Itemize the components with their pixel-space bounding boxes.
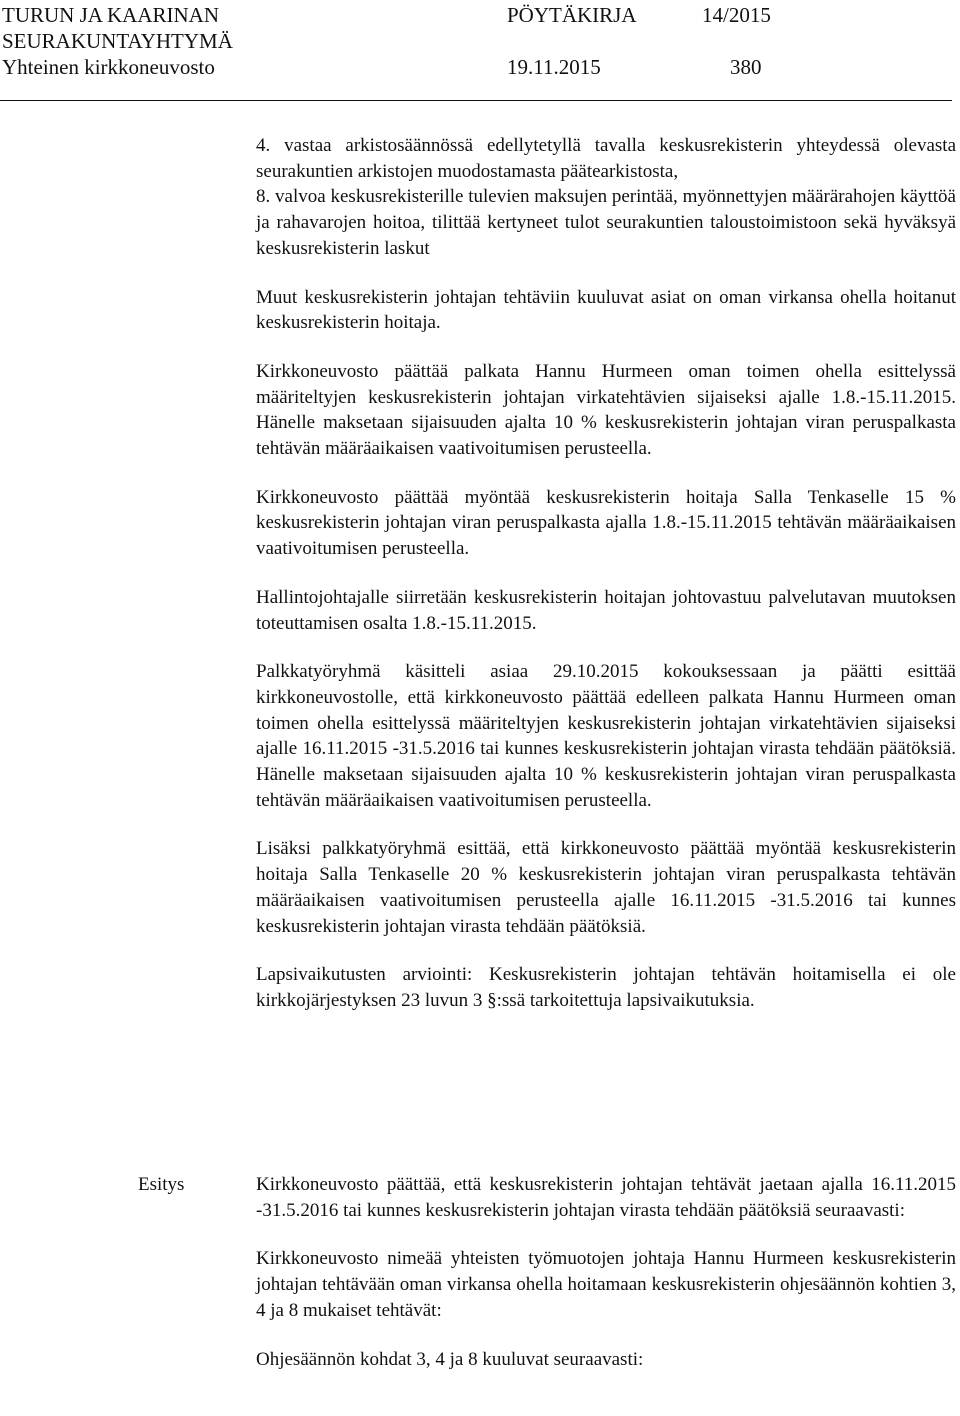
org-name-2: SEURAKUNTAYHTYMÄ	[2, 29, 233, 53]
paragraph: Kirkkoneuvosto päättää, että keskusrekisterin johtajan tehtävät jaetaan ajalla 16.11.2015 -31.5.2016 tai kunnes keskusrekisterin johtajan virasta tehdään päätöksiä seuraavasti:	[256, 1174, 956, 1221]
meeting-body: Yhteinen kirkkoneuvosto	[2, 55, 215, 79]
duty-list	[256, 133, 956, 262]
paragraph: Ohjesäännön kohdat 3, 4 ja 8 kuuluvat seuraavasti:	[256, 1348, 644, 1370]
paragraph: Hallintojohtajalle siirretään keskusrekisterin hoitajan johtovastuu palvelutavan muutoksen toteuttamisen osalta 1.8.-15.11.2015.	[256, 586, 956, 634]
paragraph: Kirkkoneuvosto nimeää yhteisten työmuotojen johtaja Hannu Hurmeen keskusrekisterin johtajan tehtävään oman virkansa ohella hoitamaan keskusrekisterin ohjesäännön kohtien 3, 4 ja 8 mukaiset tehtävät:	[256, 1248, 956, 1321]
section-label: Esitys	[138, 1174, 185, 1195]
meeting-date: 19.11.2015	[507, 55, 601, 79]
header-rule	[0, 100, 952, 101]
document-type: PÖYTÄKIRJA	[507, 3, 637, 27]
header-line-2	[0, 28, 900, 54]
esitys-body	[256, 1172, 956, 1395]
paragraph: Kirkkoneuvosto päättää myöntää keskusrekisterin hoitaja Salla Tenkaselle 15 % keskusrekisterin johtajan viran peruspalkasta ajalla 1.8.-15.11.2015 tehtävän määräaikaisen vaativoitumisen perusteella.	[256, 486, 956, 560]
page-header	[0, 2, 900, 80]
paragraph: Lapsivaikutusten arviointi: Keskusrekisterin johtajan tehtävän hoitamisella ei ole kirkkojärjestyksen 23 luvun 3 §:ssä tarkoitettuja lapsivaikutuksia.	[256, 964, 956, 1011]
org-name: TURUN JA KAARINAN	[2, 3, 220, 27]
list-item: 4. vastaa arkistosäännössä edellytetyllä tavalla keskusrekisterin yhteydessä olevasta seurakuntien arkistojen muodostamasta päätearkistosta,	[256, 135, 956, 182]
document-number: 14/2015	[702, 3, 771, 27]
header-line-3	[0, 54, 900, 80]
paragraph: Palkkatyöryhmä käsitteli asiaa 29.10.2015 kokouksessaan ja päätti esittää kirkkoneuvostolle, että kirkkoneuvosto päättää edelleen palkata Hannu Hurmeen oman toimen ohella esittelyssä määriteltyjen keskusrekisterin johtajan virkatehtävien sijaiseksi ajalle 16.11.2015 -31.5.2016 tai kunnes keskusrekisterin johtajan virasta tehdään päätöksiä. Hänelle maksetaan sijaisuuden ajalta 10 % keskusrekisterin johtajan viran peruspalkasta tehtävän määräaikaisen vaativoitumisen perusteella.	[256, 661, 956, 811]
document-body	[256, 133, 956, 1037]
paragraph: Muut keskusrekisterin johtajan tehtäviin kuuluvat asiat on oman virkansa ohella hoitanut keskusrekisterin hoitaja.	[256, 286, 956, 334]
paragraph: Lisäksi palkkatyöryhmä esittää, että kirkkoneuvosto päättää myöntää keskusrekisterin hoitaja Salla Tenkaselle 20 % keskusrekisterin johtajan viran peruspalkasta tehtävän määräaikaisen vaativoitumisen perusteella ajalle 16.11.2015 -31.5.2016 tai kunnes keskusrekisterin johtajan virasta tehdään päätöksiä.	[256, 838, 956, 937]
page-number: 380	[730, 55, 762, 79]
paragraph: Kirkkoneuvosto päättää palkata Hannu Hurmeen oman toimen ohella esittelyssä määriteltyjen keskusrekisterin johtajan virkatehtävien sijaiseksi ajalle 1.8.-15.11.2015. Hänelle maksetaan sijaisuuden ajalta 10 % keskusrekisterin johtajan viran peruspalkasta tehtävän määräaikaisen vaativoitumisen perusteella.	[256, 360, 956, 460]
list-item: 8. valvoa keskusrekisterille tulevien maksujen perintää, myönnettyjen määrärahojen käyttöä ja rahavarojen hoitoa, tilittää kertyneet tulot seurakuntien taloustoimistoon sekä hyväksyä keskusrekisterin laskut	[256, 186, 956, 259]
header-line-1	[0, 2, 900, 28]
